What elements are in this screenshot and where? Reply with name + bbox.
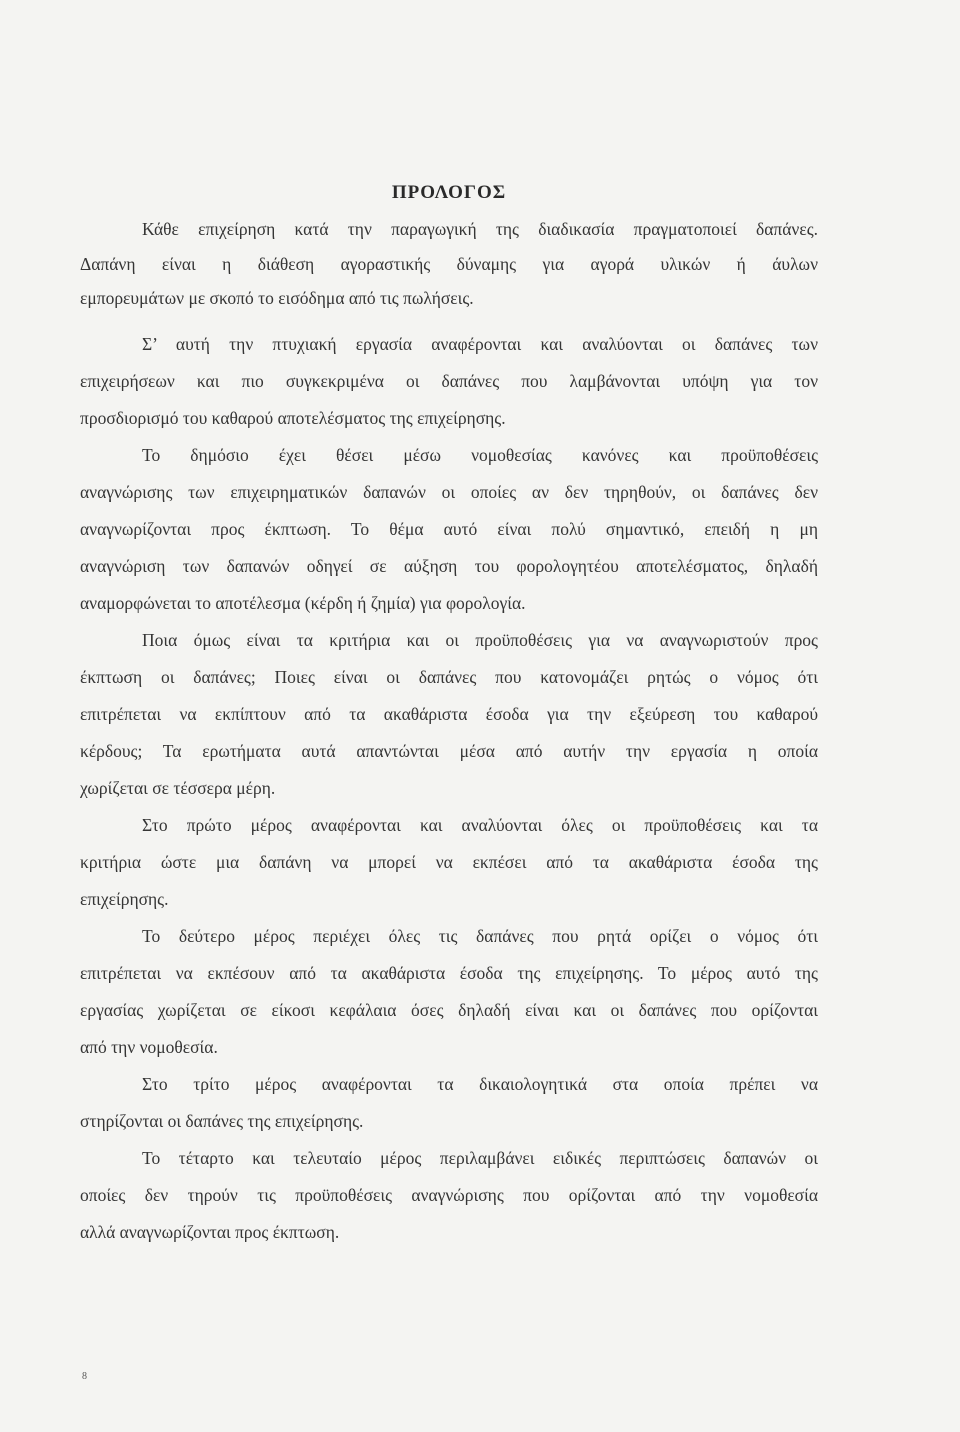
document-body	[80, 212, 818, 1251]
paragraph-line: Δαπάνη είναι η διάθεση αγοραστικής δύναμης για αγορά υλικών ή άυλων	[80, 253, 818, 274]
paragraph-line: στηρίζονται οι δαπάνες της επιχείρησης.	[80, 1110, 364, 1131]
paragraph	[80, 1140, 818, 1251]
paragraph	[80, 918, 818, 1066]
paragraph-line: αναγνώριση των δαπανών οδηγεί σε αύξηση του φορολογητέου αποτελέσματος, δηλαδή	[80, 555, 818, 576]
paragraph-line: επιτρέπεται να εκπίπτουν από τα ακαθάριστα έσοδα για την εξεύρεση του καθαρού	[80, 703, 818, 724]
paragraph-line: Στο τρίτο μέρος αναφέρονται τα δικαιολογητικά στα οποία πρέπει να	[142, 1073, 818, 1094]
paragraph-line: Το δεύτερο μέρος περιέχει όλες τις δαπάνες που ρητά ορίζει ο νόμος ότι	[142, 925, 818, 946]
paragraph	[80, 212, 818, 316]
paragraph-line: εμπορευμάτων με σκοπό το εισόδημα από τις πωλήσεις.	[80, 288, 474, 308]
paragraph-line: εργασίας χωρίζεται σε είκοσι κεφάλαια όσες δηλαδή είναι και οι δαπάνες που ορίζονται	[80, 999, 818, 1020]
paragraph-line: αναγνώρισης των επιχειρηματικών δαπανών οι οποίες αν δεν τηρηθούν, οι δαπάνες δεν	[80, 481, 818, 502]
paragraph-line: Κάθε επιχείρηση κατά την παραγωγική της διαδικασία πραγματοποιεί δαπάνες.	[142, 219, 818, 239]
paragraph-line: προσδιορισμό του καθαρού αποτελέσματος της επιχείρησης.	[80, 407, 506, 428]
paragraph-line: αναγνωρίζονται προς έκπτωση. Το θέμα αυτό είναι πολύ σημαντικό, επειδή η μη	[80, 518, 818, 539]
paragraph-line: οποίες δεν τηρούν τις προϋποθέσεις αναγνώρισης που ορίζονται από την νομοθεσία	[80, 1184, 818, 1205]
paragraph-line: Το τέταρτο και τελευταίο μέρος περιλαμβάνει ειδικές περιπτώσεις δαπανών οι	[142, 1147, 818, 1168]
paragraph-line: κριτήρια ώστε μια δαπάνη να μπορεί να εκπέσει από τα ακαθάριστα έσοδα της	[80, 851, 818, 872]
paragraph-line: έκπτωση οι δαπάνες; Ποιες είναι οι δαπάνες που κατονομάζει ρητώς ο νόμος ότι	[80, 666, 818, 687]
paragraph	[80, 807, 818, 918]
page-number: 8	[82, 1371, 87, 1382]
paragraph	[80, 622, 818, 807]
paragraph-line: Ποια όμως είναι τα κριτήρια και οι προϋποθέσεις για να αναγνωριστούν προς	[142, 629, 818, 650]
paragraph-line: Στο πρώτο μέρος αναφέρονται και αναλύονται όλες οι προϋποθέσεις και τα	[142, 814, 818, 835]
paragraph-line: επιχείρησης.	[80, 888, 169, 909]
paragraph-line: αλλά αναγνωρίζονται προς έκπτωση.	[80, 1221, 340, 1242]
paragraph-line: αναμορφώνεται το αποτέλεσμα (κέρδη ή ζημία) για φορολογία.	[80, 592, 526, 613]
paragraph-line: από την νομοθεσία.	[80, 1036, 218, 1057]
paragraph	[80, 1066, 818, 1140]
paragraph-line: επιχειρήσεων και πιο συγκεκριμένα οι δαπάνες που λαμβάνονται υπόψη για τον	[80, 370, 818, 391]
paragraph	[80, 437, 818, 622]
page-title: ΠΡΟΛΟΓΟΣ	[391, 182, 507, 203]
paragraph-line: κέρδους; Τα ερωτήματα αυτά απαντώνται μέσα από αυτήν την εργασία η οποία	[80, 740, 818, 761]
paragraph-line: επιτρέπεται να εκπέσουν από τα ακαθάριστα έσοδα της επιχείρησης. Το μέρος αυτό της	[80, 962, 818, 983]
paragraph-line: Το δημόσιο έχει θέσει μέσω νομοθεσίας κανόνες και προϋποθέσεις	[142, 444, 818, 465]
paragraph	[80, 326, 818, 437]
paragraph-line: χωρίζεται σε τέσσερα μέρη.	[80, 777, 276, 798]
paragraph-line: Σ’ αυτή την πτυχιακή εργασία αναφέρονται και αναλύονται οι δαπάνες των	[142, 333, 818, 354]
